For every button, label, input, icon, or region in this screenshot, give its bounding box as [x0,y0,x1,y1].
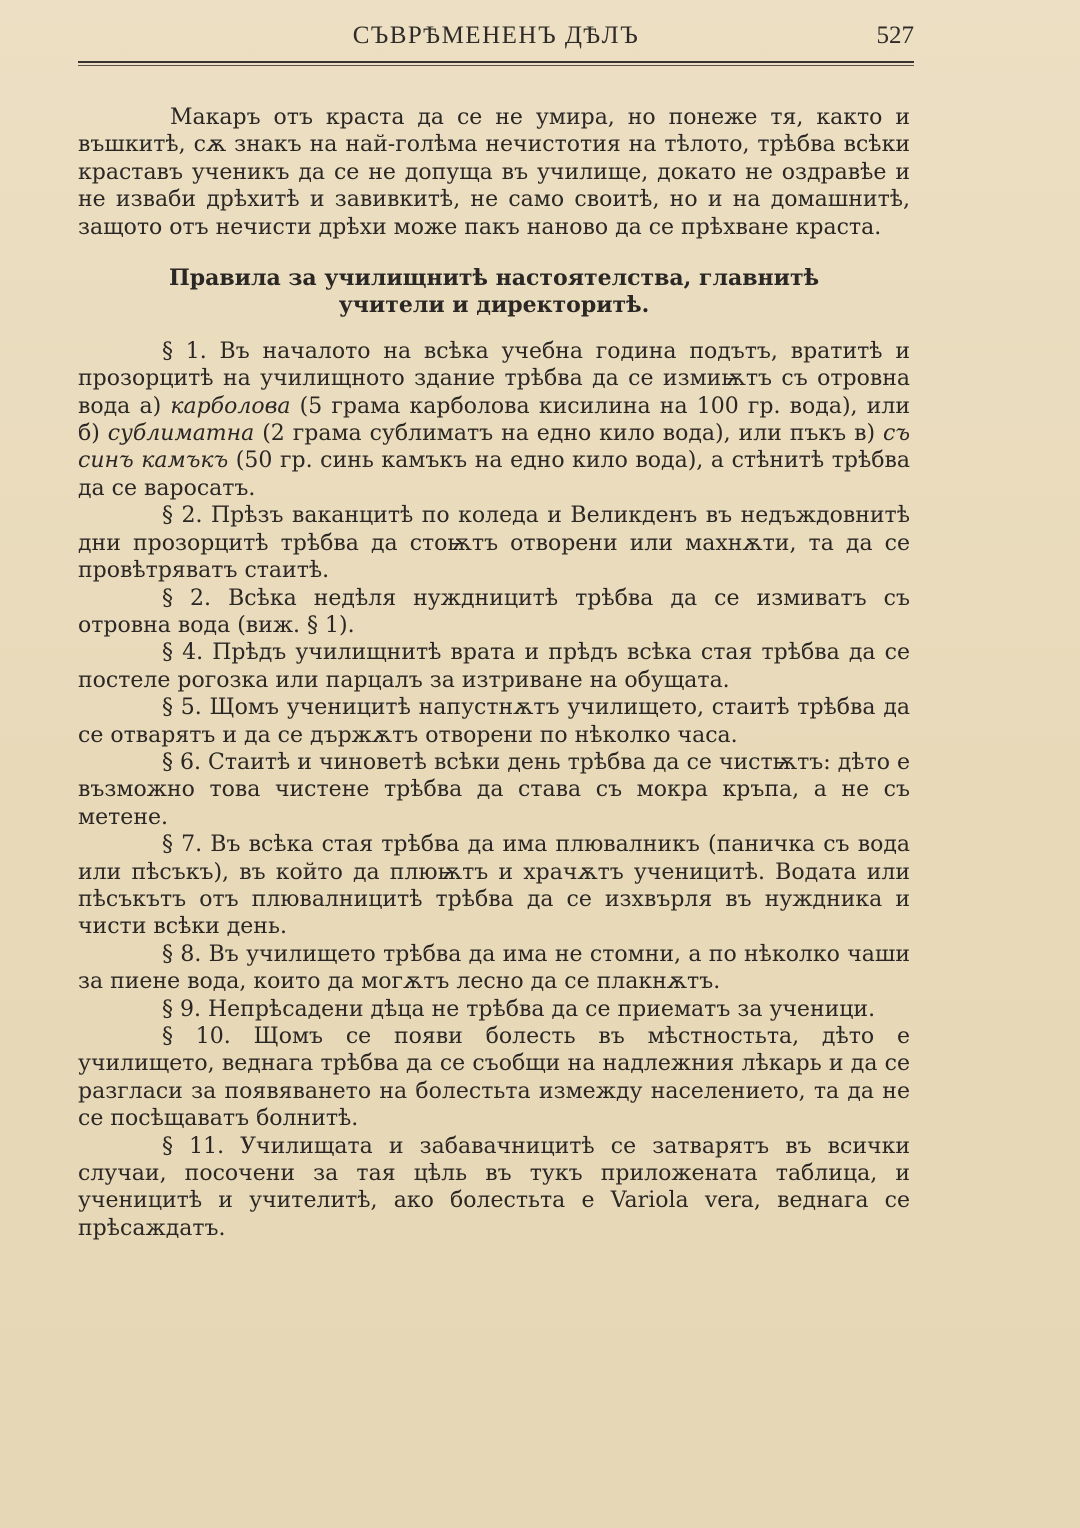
section-1-part-e: (2 грама сублиматъ на едно кило вода), или пъкъ в) [254,421,884,447]
section-9-paragraph: § 9. Непрѣсадени дѣца не трѣбва да се приематъ за ученици. [162,996,876,1022]
section-1-carbolic: карболова [170,393,291,419]
section-8-paragraph: § 8. Въ училището трѣбва да има не стомни, а по нѣколко чаши за пиене вода, които да могѫтъ лесно да се плакнѫтъ. [78,941,910,995]
section-heading: Правила за училищнитѣ настоятелства, главнитѣ учители и директоритѣ. [168,265,820,319]
page-body [78,104,910,1242]
section-1-blue-vitriol: съ синъ камъкъ [78,421,910,474]
running-header [78,22,914,56]
header-rule-thick [78,61,914,63]
section-1-sublimate: сублиматна [107,421,255,447]
section-11-paragraph: § 11. Училищата и забавачницитѣ се затварятъ въ всички случаи, посочени за тая цѣль въ тукъ приложената таблица, и ученицитѣ и учителитѣ, ако болестьта е Variola vera, веднага се прѣсаждатъ. [78,1133,910,1241]
section-10-paragraph: § 10. Щомъ се появи болесть въ мѣстностьта, дѣто е училището, веднага трѣбва да се съобщи на надлежния лѣкарь и да се разгласи за появяването на болестьта измежду населението, та да не се посѣщаватъ болнитѣ. [78,1024,910,1132]
section-6-paragraph: § 6. Стаитѣ и чиноветѣ всѣки день трѣбва да се чистѭтъ: дѣто е възможно това чистене трѣбва да става съ мокра кръпа, а не съ метене. [78,749,910,830]
section-1-part-a: § 1. Въ началото на всѣка учебна година подътъ, вратитѣ и прозорцитѣ на училищното здание трѣбва да се измиѭтъ съ отровна вода а) [78,338,910,419]
page-number: 527 [876,22,914,49]
header-rule-thin [78,65,914,66]
section-4-paragraph: § 4. Прѣдъ училищнитѣ врата и прѣдъ всѣка стая трѣбва да се постеле рогозка или парцалъ за изтриване на обущата. [78,640,910,693]
section-1-part-g: (50 гр. синь камъкъ на едно кило вода), а стѣнитѣ трѣбва да се варосатъ. [78,448,910,501]
section-2b-paragraph: § 2. Всѣка недѣля нуждницитѣ трѣбва да се измиватъ съ отровна вода (виж. § 1). [78,585,910,638]
running-title: СЪВРѢМЕНЕНЪ ДѢЛЪ [352,22,640,49]
section-7-paragraph: § 7. Въ всѣка стая трѣбва да има плювалникъ (паничка съ вода или пѣсъкъ), въ който да плюѭтъ и храчѫтъ ученицитѣ. Водата или пѣсъкътъ отъ плювалницитѣ трѣбва да се изхвърля въ нуждника и чисти всѣки день. [78,832,910,940]
section-1-part-c: (5 грама карболова кисилина на 100 гр. вода), или б) [78,393,910,447]
section-1-paragraph [78,338,910,502]
section-5-paragraph: § 5. Щомъ ученицитѣ напустнѫтъ училището, стаитѣ трѣбва да се отварятъ и да се държѫтъ отворени по нѣколко часа. [78,695,910,748]
section-2a-paragraph: § 2. Прѣзъ ваканцитѣ по коледа и Великденъ въ недъждовнитѣ дни прозорцитѣ трѣбва да стоѭтъ отворени или махнѫти, та да се провѣтряватъ стаитѣ. [78,503,910,584]
intro-paragraph: Макаръ отъ краста да се не умира, но понеже тя, както и въшкитѣ, сѫ знакъ на най-голѣма нечистотия на тѣлото, трѣбва всѣки краставъ ученикъ да се не допуща въ училище, докато не оздравѣе и не изваби дрѣхитѣ и завивкитѣ, не само своитѣ, но и на домашнитѣ, защото отъ нечисти дрѣхи може пакъ наново да се прѣхване краста. [78,105,910,240]
